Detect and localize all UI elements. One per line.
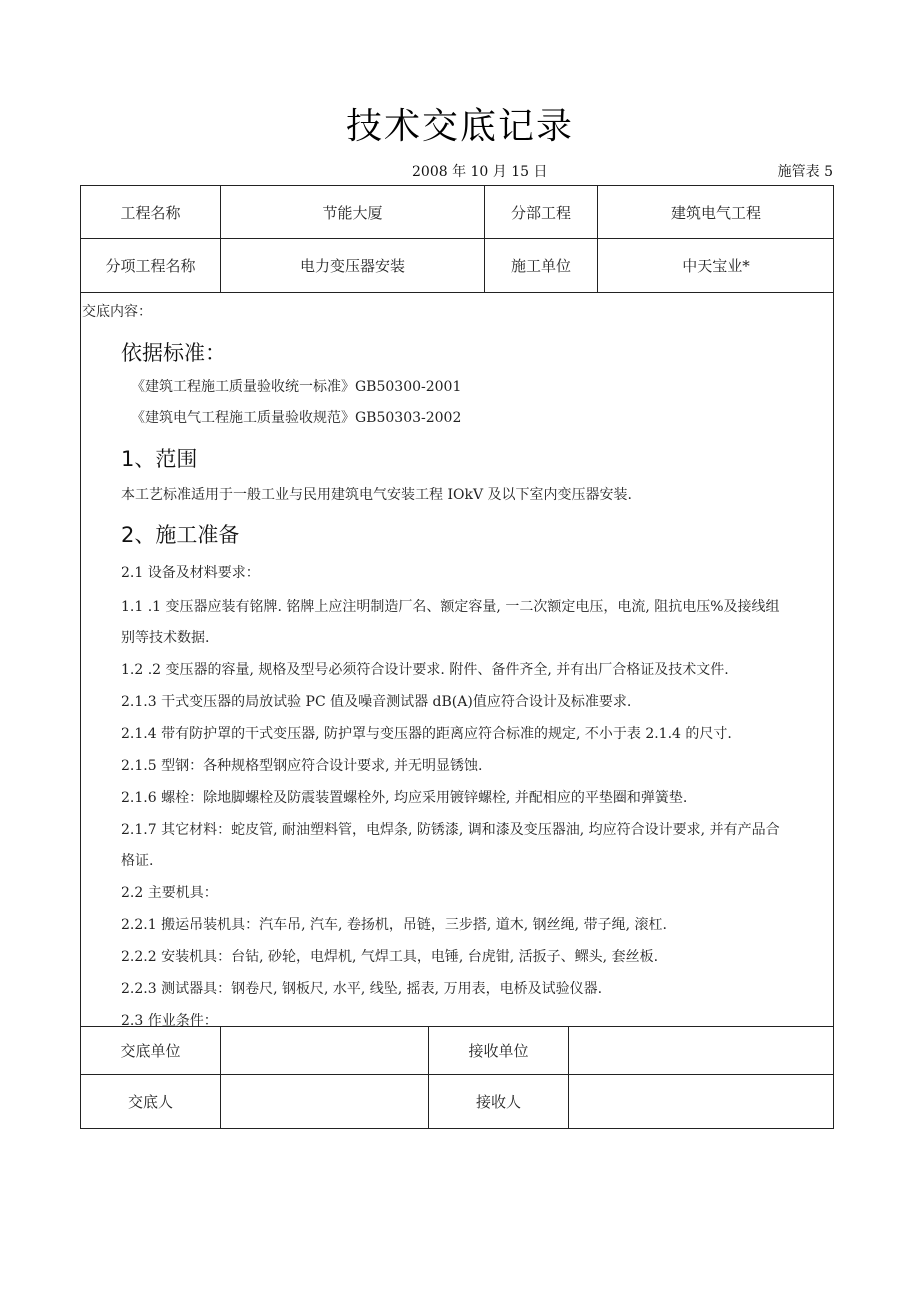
division-value: 建筑电气工程 (670, 203, 761, 222)
content-line: 2.2.1 搬运吊装机具：汽车吊, 汽车, 卷扬机，吊链，三步搭, 道木, 钢丝绳, 带子绳, 滚杠. (121, 917, 667, 933)
basis-heading: 依据标准： (121, 341, 226, 365)
receiver-unit-value[interactable] (569, 1027, 834, 1074)
standard-item: 《建筑工程施工质量验收统一标准》GB50300-2001 (131, 379, 462, 395)
subitem-value: 电力变压器安装 (299, 257, 405, 275)
content-line: 2.1.4 带有防护罩的干式变压器, 防护罩与变压器的距离应符合标准的规定, 不小于表 2.1.4 的尺寸. (121, 726, 732, 742)
receiver-person-label: 接收人 (475, 1093, 521, 1111)
project-name-label: 工程名称 (120, 203, 181, 222)
content-line: 1.1 .1 变压器应装有铭牌. 铭牌上应注明制造厂名、额定容量, 一二次额定电压，电流, 阻抗电压%及接线组 (121, 599, 780, 615)
record-table (80, 185, 834, 1129)
contractor-value: 中天宝业* (682, 257, 750, 275)
content-line: 2.2 主要机具： (121, 885, 218, 901)
content-line: 格证. (121, 853, 154, 869)
content-line: 2.1.5 型钢：各种规格型钢应符合设计要求, 并无明显锈蚀. (121, 758, 483, 774)
section1-heading: 1、范围 (121, 447, 198, 471)
section1-text: 本工艺标准适用于一般工业与民用建筑电气安装工程 IOkV 及以下室内变压器安装. (121, 487, 632, 503)
content-line: 1.2 .2 变压器的容量, 规格及型号必须符合设计要求. 附件、备件齐全, 并有出厂合格证及技术文件. (121, 662, 729, 678)
subitem-label: 分项工程名称 (105, 257, 196, 275)
section2-heading: 2、施工准备 (121, 523, 240, 547)
content-line: 2.1 设备及材料要求： (121, 565, 260, 581)
content-line: 别等技术数据. (121, 630, 210, 646)
handover-content (81, 293, 833, 1026)
content-label: 交底内容： (82, 304, 152, 320)
handover-unit-value[interactable] (221, 1027, 428, 1074)
content-line: 2.1.6 螺栓：除地脚螺栓及防震装置螺栓外, 均应采用镀锌螺栓, 并配相应的平垫圈和弹簧垫. (121, 790, 688, 806)
handover-unit-label: 交底单位 (120, 1042, 181, 1060)
division-label: 分部工程 (510, 203, 571, 222)
project-name-value: 节能大厦 (322, 203, 383, 222)
receiver-person-value[interactable] (569, 1075, 834, 1128)
content-line: 2.2.2 安装机具：台钻, 砂轮，电焊机, 气焊工具，电锤, 台虎钳, 活扳子、鳏头, 套丝板. (121, 949, 659, 965)
content-line: 2.3 作业条件： (121, 1013, 218, 1026)
document-title: 技术交底记录 (345, 106, 574, 147)
receiver-unit-label: 接收单位 (468, 1042, 529, 1060)
handover-person-label: 交底人 (127, 1093, 173, 1111)
document-date: 2008 年 10 月 15 日 (412, 164, 548, 180)
standard-item: 《建筑电气工程施工质量验收规范》GB50303-2002 (131, 410, 462, 426)
content-line: 2.2.3 测试器具：钢卷尺, 钢板尺, 水平, 线坠, 摇表, 万用表，电桥及试验仪器. (121, 981, 603, 997)
content-line: 2.1.3 干式变压器的局放试验 PC 值及噪音测试器 dB(A)值应符合设计及标准要求. (121, 694, 632, 710)
handover-person-value[interactable] (221, 1075, 428, 1128)
contractor-label: 施工单位 (510, 257, 571, 275)
content-line: 2.1.7 其它材料：蛇皮管, 耐油塑料管，电焊条, 防锈漆, 调和漆及变压器油, 均应符合设计要求, 并有产品合 (121, 822, 780, 838)
form-number: 施管表 5 (777, 164, 833, 180)
